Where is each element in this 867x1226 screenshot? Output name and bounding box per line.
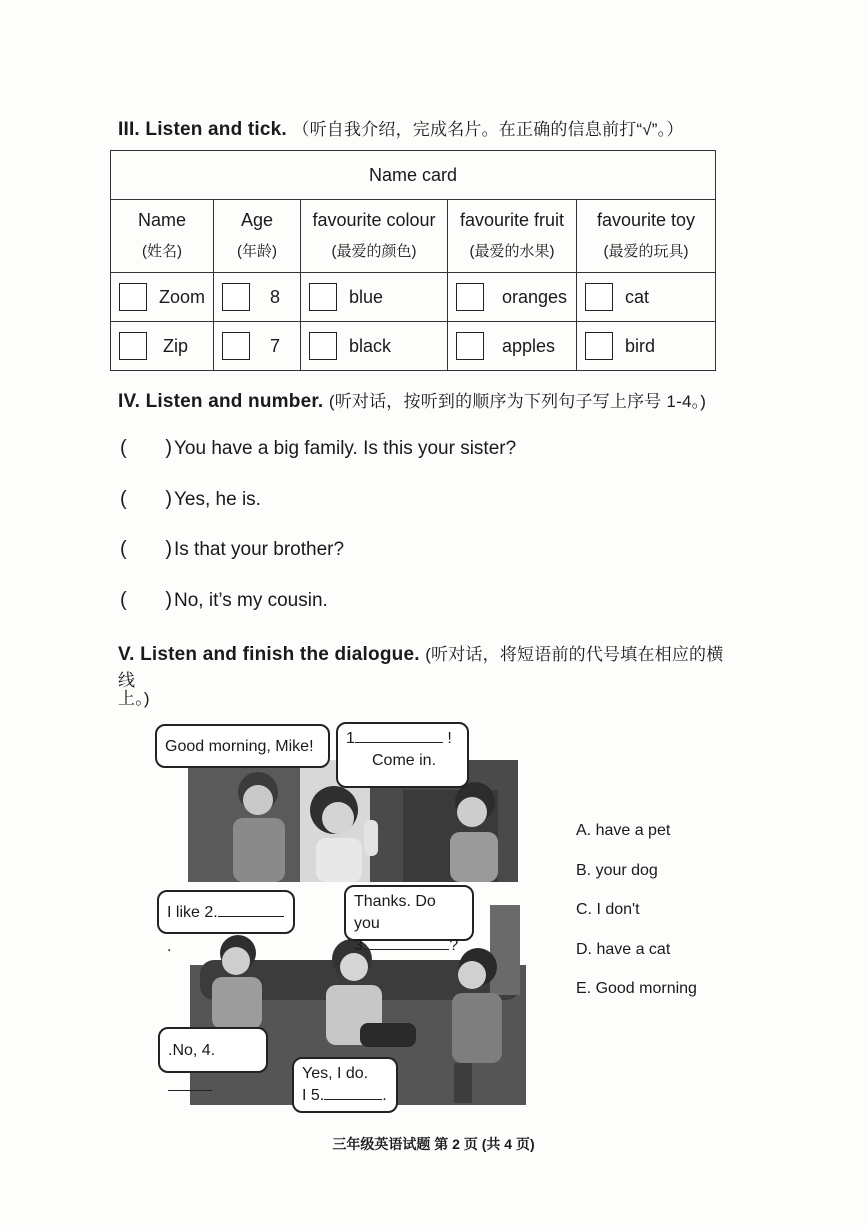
column-header-en: Age: [240, 210, 274, 230]
phrase-options: [576, 822, 697, 1020]
name-card-table: [110, 150, 716, 371]
column-header-en: Name: [137, 210, 186, 230]
column-header-en: favourite colour: [312, 210, 436, 230]
section-5-heading: [118, 640, 738, 692]
answer-blank-4[interactable]: [168, 1090, 212, 1091]
section-3-title: III. Listen and tick.: [118, 119, 287, 140]
option-cell: [214, 322, 301, 371]
tick-checkbox[interactable]: [119, 332, 147, 360]
tick-checkbox[interactable]: [585, 283, 613, 311]
option-label: bird: [625, 335, 656, 356]
option-label: 7: [270, 335, 281, 356]
option-e: E. Good morning: [576, 980, 697, 997]
column-header-en: favourite toy: [596, 210, 696, 230]
section-4-title: IV. Listen and number.: [118, 391, 324, 412]
sentence-text: No, it’s my cousin.: [174, 589, 328, 611]
answer-blank-1[interactable]: [355, 742, 443, 743]
sentence-text: Yes, he is.: [174, 488, 261, 510]
column-header-colour: [301, 200, 448, 273]
section-5-title: V. Listen and finish the dialogue.: [118, 644, 420, 665]
option-cell: [448, 273, 577, 322]
bubble-text: Thanks. Do you: [354, 893, 436, 932]
paren-close: ): [165, 538, 172, 560]
option-row-1: [111, 273, 716, 322]
page-footer: 三年级英语试题 第 2 页 (共 4 页): [332, 1136, 535, 1152]
column-header-name: [111, 200, 214, 273]
bubble-text: .No, 4.: [168, 1042, 216, 1059]
bubble-punct: ?: [449, 937, 459, 954]
tick-checkbox[interactable]: [456, 332, 484, 360]
sentence-text: You have a big family. Is this your sister?: [174, 437, 517, 459]
section-4-instruction: (听对话，按听到的顺序为下列句子写上序号 1-4。): [328, 392, 707, 411]
section-5-instruction-cont: 上。): [118, 689, 150, 708]
answer-blank[interactable]: [120, 589, 172, 612]
section-3-instruction: （听自我介绍，完成名片。在正确的信息前打“√”。）: [292, 120, 684, 139]
number-item-2: [120, 488, 261, 511]
bubble-punct: !: [447, 730, 452, 747]
name-card-title: Name card: [111, 151, 716, 200]
option-cell: [577, 273, 716, 322]
section-5-instruction: (听对话，将短语前的代号填在相应的横线: [118, 645, 724, 690]
tick-checkbox[interactable]: [585, 332, 613, 360]
option-c: C. I don't: [576, 901, 640, 918]
section-5-heading-cont: [118, 684, 150, 710]
speech-bubble-6: Yes, I do. I 5. .: [292, 1057, 398, 1113]
tick-checkbox[interactable]: [309, 283, 337, 311]
option-cell: [111, 273, 214, 322]
column-header-cn: (最爱的玩具): [603, 243, 689, 260]
tick-checkbox[interactable]: [222, 332, 250, 360]
number-item-1: [120, 437, 516, 460]
number-item-4: [120, 589, 328, 612]
column-header-age: [214, 200, 301, 273]
answer-blank-5[interactable]: [324, 1099, 382, 1100]
option-cell: [301, 322, 448, 371]
column-header-cn: (最爱的水果): [469, 243, 555, 260]
blank-number: 1: [346, 730, 355, 747]
paren-close: ): [165, 589, 172, 611]
paren-open: (: [120, 437, 127, 459]
column-header-cn: (年龄): [237, 243, 277, 260]
option-label: blue: [349, 286, 384, 307]
section-4-heading: [118, 387, 706, 413]
bubble-text: Good morning, Mike!: [165, 738, 314, 755]
speech-bubble-2: [336, 722, 469, 788]
option-cell: [301, 273, 448, 322]
option-cell: [577, 322, 716, 371]
option-label: Zoom: [159, 286, 206, 307]
answer-blank-2[interactable]: [218, 916, 284, 917]
paren-open: (: [120, 538, 127, 560]
paren-close: ): [165, 437, 172, 459]
bubble-text: Come in.: [372, 752, 437, 769]
number-item-3: [120, 538, 344, 561]
answer-blank[interactable]: [120, 538, 172, 561]
option-cell: [111, 322, 214, 371]
speech-bubble-4: [344, 885, 474, 954]
answer-blank[interactable]: [120, 488, 172, 511]
section-3-heading: [118, 115, 684, 141]
speech-bubble-5: [158, 1027, 268, 1073]
bubble-text: I like 2.: [167, 904, 218, 921]
bubble-text: Yes, I do.: [302, 1065, 369, 1082]
option-b: B. your dog: [576, 861, 658, 879]
column-header-toy: [577, 200, 716, 273]
option-label: Zip: [163, 335, 189, 356]
option-label: cat: [625, 286, 650, 307]
option-label: black: [349, 335, 392, 356]
blank-number: I 5.: [302, 1087, 325, 1104]
tick-checkbox[interactable]: [309, 332, 337, 360]
answer-blank[interactable]: [120, 437, 172, 460]
tick-checkbox[interactable]: [119, 283, 147, 311]
option-label: 8: [270, 286, 281, 307]
option-cell: [448, 322, 577, 371]
paren-close: ): [165, 488, 172, 510]
option-cell: [214, 273, 301, 322]
speech-bubble-3: I like 2..: [157, 890, 295, 934]
answer-blank-3[interactable]: [367, 949, 449, 950]
column-header-cn: (最爱的颜色): [331, 243, 417, 260]
option-label: apples: [502, 335, 556, 356]
column-header-fruit: [448, 200, 577, 273]
column-header-cn: (姓名): [142, 243, 182, 260]
sentence-text: Is that your brother?: [174, 538, 345, 560]
option-label: oranges: [502, 286, 568, 307]
column-header-en: favourite fruit: [459, 210, 565, 230]
tick-checkbox[interactable]: [222, 283, 250, 311]
option-row-2: [111, 322, 716, 371]
speech-bubble-1: [155, 724, 330, 768]
blank-number: 3.: [354, 937, 368, 954]
option-a: A. have a pet: [576, 822, 671, 839]
paren-open: (: [120, 488, 127, 510]
paren-open: (: [120, 589, 127, 611]
option-d: D. have a cat: [576, 940, 671, 958]
tick-checkbox[interactable]: [456, 283, 484, 311]
